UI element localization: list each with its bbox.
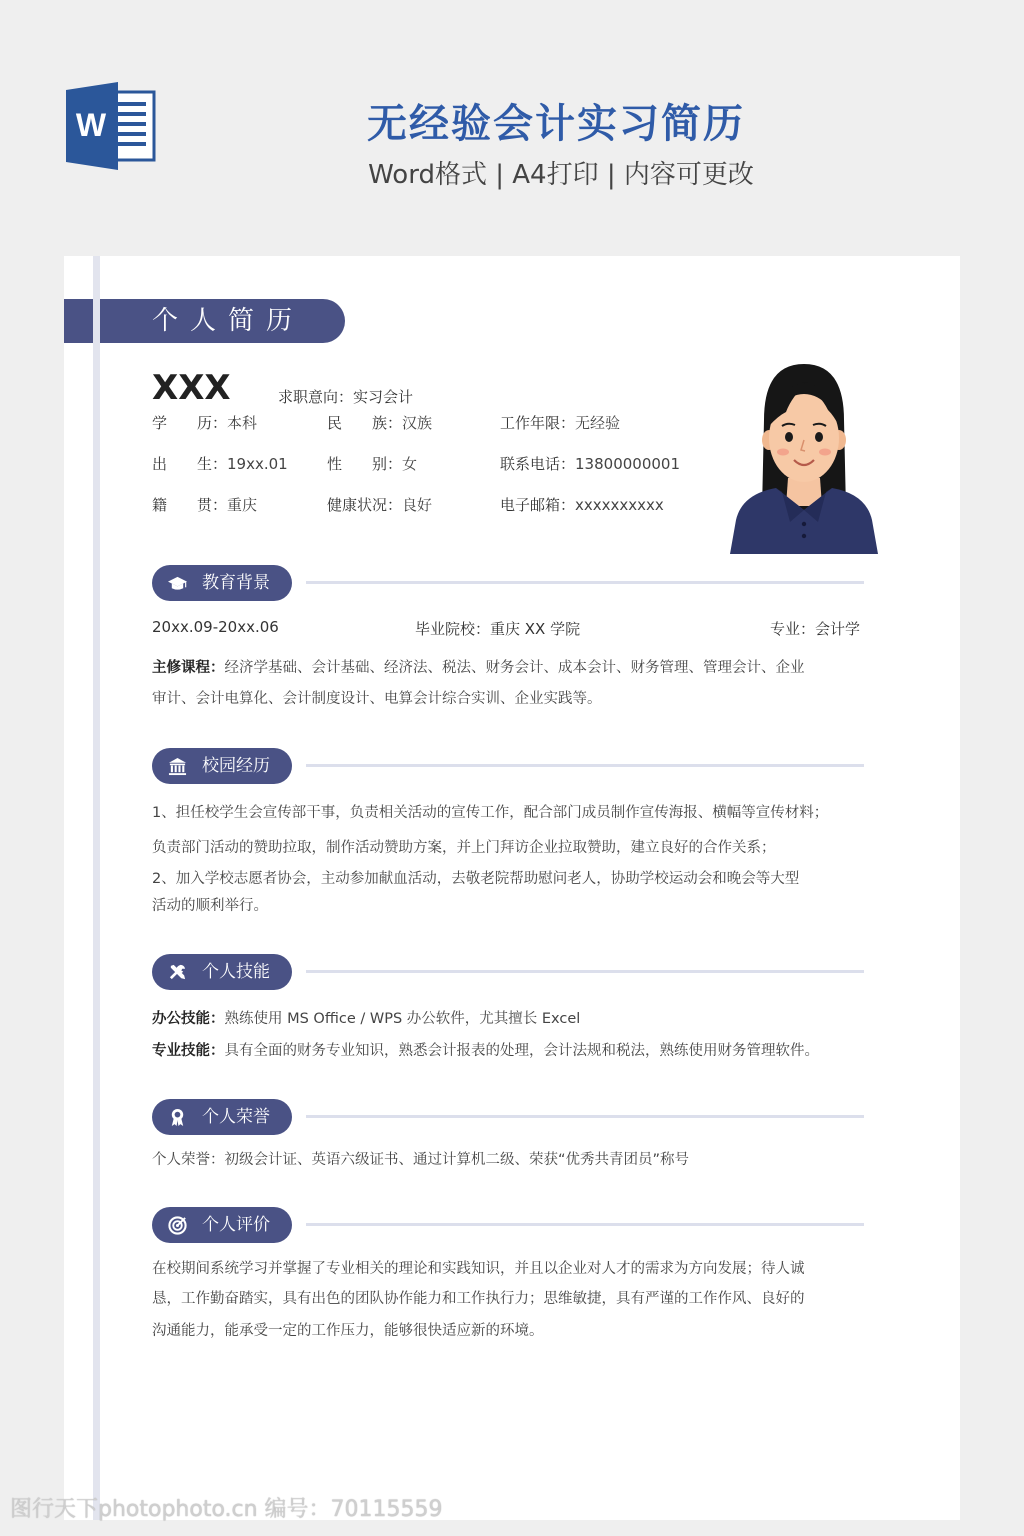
section-evaluation-title: 个人评价 xyxy=(202,1215,270,1235)
info-gender: 性 别：女 xyxy=(327,455,418,473)
section-campus-title: 校园经历 xyxy=(202,756,270,776)
building-icon xyxy=(168,757,187,776)
education-courses-line2: 审计、会计电算化、会计制度设计、电算会计综合实训、企业实践等。 xyxy=(152,691,602,707)
campus-line-1: 1、担任校学生会宣传部干事，负责相关活动的宣传工作，配合部门成员制作宣传海报、横幅等宣传材料； xyxy=(152,805,829,821)
section-education-divider xyxy=(306,581,864,584)
education-courses-line1: 主修课程：经济学基础、会计基础、经济法、税法、财务会计、成本会计、财务管理、管理会计、企业 xyxy=(152,660,805,676)
avatar xyxy=(728,360,880,554)
info-phone: 联系电话：13800000001 xyxy=(500,455,680,473)
info-health: 健康状况：良好 xyxy=(327,496,433,514)
education-major: 专业：会计学 xyxy=(770,620,861,638)
campus-line-4: 活动的顺利举行。 xyxy=(152,898,268,914)
resume-paper xyxy=(64,256,960,1520)
job-intent: 求职意向：实习会计 xyxy=(278,388,414,406)
evaluation-line-2: 恳，工作勤奋踏实，具有出色的团队协作能力和工作执行力；思维敏捷，具有严谨的工作作风、良好的 xyxy=(152,1291,805,1307)
banner-label: 个人简历 xyxy=(152,306,305,336)
section-evaluation-header xyxy=(152,1207,292,1243)
banner-ribbon-gap xyxy=(93,299,100,343)
skills-professional: 专业技能：具有全面的财务专业知识，熟悉会计报表的处理，会计法规和税法，熟练使用财务管理软件。 xyxy=(152,1043,819,1059)
info-email: 电子邮箱：xxxxxxxxxx xyxy=(500,496,664,514)
section-education-title: 教育背景 xyxy=(202,573,270,593)
campus-line-3: 2、加入学校志愿者协会，主动参加献血活动，去敬老院帮助慰问老人，协助学校运动会和晚会等大型 xyxy=(152,871,800,887)
section-education-header xyxy=(152,565,292,601)
info-birth: 出 生：19xx.01 xyxy=(152,455,288,473)
section-skills-divider xyxy=(306,970,864,973)
evaluation-line-3: 沟通能力，能承受一定的工作压力，能够很快适应新的环境。 xyxy=(152,1323,544,1339)
info-experience: 工作年限：无经验 xyxy=(500,414,621,432)
logo-letter: W xyxy=(75,107,107,143)
section-honors-title: 个人荣誉 xyxy=(202,1107,270,1127)
section-skills-header xyxy=(152,954,292,990)
page-subtitle: Word格式 | A4打印 | 内容可更改 xyxy=(368,160,754,190)
info-education: 学 历：本科 xyxy=(152,414,258,432)
campus-line-2: 负责部门活动的赞助拉取，制作活动赞助方案，并上门拜访企业拉取赞助，建立良好的合作关系； xyxy=(152,840,776,856)
page-title: 无经验会计实习简历 xyxy=(367,101,745,147)
education-date: 20xx.09-20xx.06 xyxy=(152,618,279,636)
skills-office: 办公技能：熟练使用 MS Office / WPS 办公软件，尤其擅长 Excel xyxy=(152,1011,581,1027)
section-skills-title: 个人技能 xyxy=(202,962,270,982)
evaluation-line-1: 在校期间系统学习并掌握了专业相关的理论和实践知识，并且以企业对人才的需求为方向发展；待人诚 xyxy=(152,1261,805,1277)
section-evaluation-divider xyxy=(306,1223,864,1226)
watermark: 图行天下photophoto.cn 编号：70115559 xyxy=(10,1497,443,1522)
left-decor-line xyxy=(93,256,100,1520)
section-honors-divider xyxy=(306,1115,864,1118)
graduation-cap-icon xyxy=(168,574,187,593)
education-school: 毕业院校：重庆 XX 学院 xyxy=(415,620,581,638)
candidate-name: XXX xyxy=(152,368,231,408)
section-honors-header xyxy=(152,1099,292,1135)
honors-text: 个人荣誉：初级会计证、英语六级证书、通过计算机二级、荣获“优秀共青团员”称号 xyxy=(152,1152,690,1168)
info-ethnicity: 民 族：汉族 xyxy=(327,414,433,432)
tools-icon xyxy=(168,963,187,982)
info-hometown: 籍 贯：重庆 xyxy=(152,496,258,514)
target-icon xyxy=(168,1216,187,1235)
section-campus-divider xyxy=(306,764,864,767)
award-ribbon-icon xyxy=(168,1108,187,1127)
section-campus-header xyxy=(152,748,292,784)
